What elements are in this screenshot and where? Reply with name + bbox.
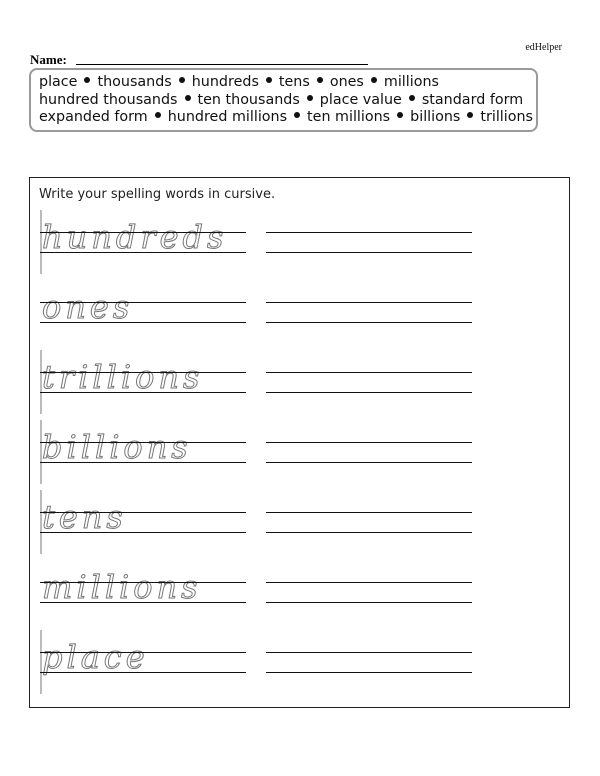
answer-top-line [266, 442, 472, 443]
answer-top-line [266, 652, 472, 653]
word-bank-line-3 [39, 109, 534, 127]
answer-base-line [266, 602, 472, 603]
practice-row [30, 286, 569, 336]
name-line[interactable] [76, 64, 368, 65]
instructions: Write your spelling words in cursive. [39, 187, 276, 202]
trace-word: place [42, 638, 149, 676]
answer-base-line [266, 322, 472, 323]
trace-area [40, 216, 246, 266]
bank-word: billions [410, 109, 461, 125]
answer-top-line [266, 582, 472, 583]
guide-line [40, 582, 246, 583]
practice-row [30, 496, 569, 546]
answer-base-line [266, 532, 472, 533]
trace-area [40, 636, 246, 686]
guide-line [40, 512, 246, 513]
base-line [40, 532, 246, 533]
word-bank-line-2 [39, 92, 528, 110]
guide-line [40, 372, 246, 373]
trace-word: tens [42, 498, 127, 536]
bank-word: place value [319, 91, 402, 108]
practice-row [30, 426, 569, 476]
bank-word: hundred thousands [39, 91, 178, 108]
answer-area[interactable] [266, 636, 472, 686]
guide-line [40, 302, 246, 303]
bank-word: ones [329, 74, 364, 90]
bullet-icon [155, 112, 161, 118]
word-bank-line-1 [39, 74, 528, 92]
answer-base-line [266, 462, 472, 463]
bank-word: tens [278, 74, 310, 90]
practice-row [30, 216, 569, 266]
practice-row [30, 566, 569, 616]
answer-area[interactable] [266, 286, 472, 336]
bank-word: thousands [97, 74, 172, 90]
bullet-icon [84, 77, 90, 83]
bank-word: place [39, 74, 78, 90]
answer-area[interactable] [266, 566, 472, 616]
base-line [40, 252, 246, 253]
bullet-icon [467, 112, 473, 118]
bank-word: expanded form [39, 109, 148, 125]
worksheet-box [29, 177, 570, 708]
answer-top-line [266, 232, 472, 233]
base-line [40, 462, 246, 463]
bullet-icon [397, 112, 403, 118]
practice-row [30, 636, 569, 686]
answer-base-line [266, 672, 472, 673]
base-line [40, 602, 246, 603]
trace-area [40, 566, 246, 616]
bank-word: ten thousands [197, 91, 300, 108]
answer-top-line [266, 302, 472, 303]
bank-word: hundred millions [167, 109, 288, 125]
answer-top-line [266, 512, 472, 513]
trace-word: ones [42, 288, 134, 326]
bank-word: standard form [421, 91, 524, 108]
answer-area[interactable] [266, 216, 472, 266]
bank-word: hundreds [191, 74, 259, 90]
brand-label: edHelper [525, 42, 562, 53]
answer-area[interactable] [266, 496, 472, 546]
bullet-icon [266, 77, 272, 83]
bullet-icon [179, 77, 185, 83]
bullet-icon [307, 95, 313, 101]
practice-row [30, 356, 569, 406]
trace-word: billions [42, 428, 192, 466]
answer-base-line [266, 392, 472, 393]
trace-area [40, 286, 246, 336]
bullet-icon [371, 77, 377, 83]
bank-word: ten millions [307, 109, 391, 125]
bullet-icon [294, 112, 300, 118]
trace-word: trillions [42, 358, 204, 396]
base-line [40, 672, 246, 673]
answer-area[interactable] [266, 426, 472, 476]
guide-line [40, 232, 246, 233]
trace-area [40, 426, 246, 476]
bullet-icon [409, 95, 415, 101]
bank-word: trillions [480, 109, 534, 125]
guide-line [40, 652, 246, 653]
trace-word: millions [42, 568, 202, 606]
answer-area[interactable] [266, 356, 472, 406]
word-bank [29, 68, 538, 132]
trace-word: hundreds [42, 218, 228, 256]
answer-base-line [266, 252, 472, 253]
bullet-icon [317, 77, 323, 83]
base-line [40, 392, 246, 393]
trace-area [40, 356, 246, 406]
bank-word: millions [383, 74, 439, 90]
bullet-icon [185, 95, 191, 101]
trace-area [40, 496, 246, 546]
base-line [40, 322, 246, 323]
name-label: Name: [30, 52, 67, 67]
answer-top-line [266, 372, 472, 373]
guide-line [40, 442, 246, 443]
